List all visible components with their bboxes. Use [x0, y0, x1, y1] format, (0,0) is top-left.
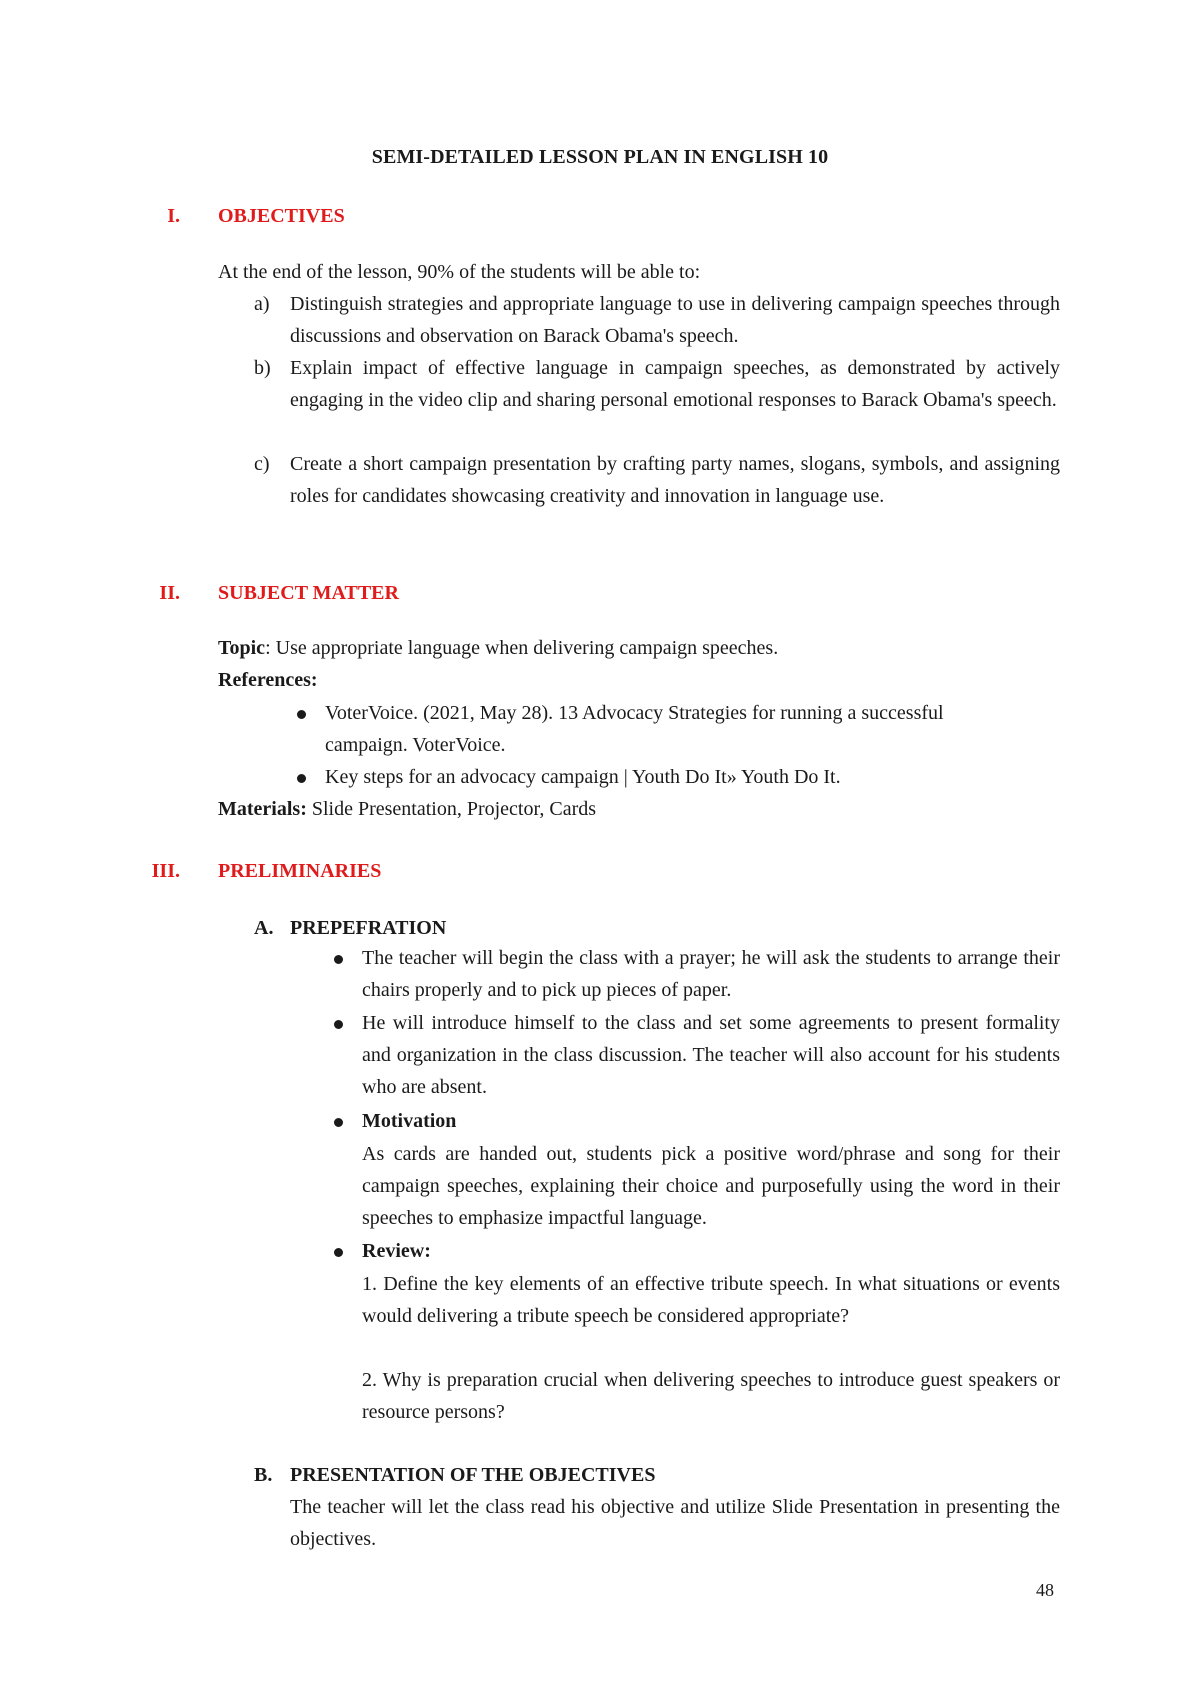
- preparation-item-2: He will introduce himself to the class and set some agreements to present formality and organization in the class discussion. The teacher will also account for his students who are absent.: [362, 1012, 1060, 1098]
- objectives-intro: At the end of the lesson, 90% of the students will be able to:: [218, 261, 701, 283]
- objective-text-b: Explain impact of effective language in campaign speeches, as demonstrated by actively engaging in the video clip and sharing personal emotional responses to Barack Obama's speech.: [290, 357, 1060, 411]
- review-question-2: 2. Why is preparation crucial when delivering speeches to introduce guest speakers or resource persons?: [362, 1369, 1060, 1423]
- subsection-a-marker: A.: [254, 917, 274, 939]
- motivation-text: As cards are handed out, students pick a positive word/phrase and song for their campaign speeches, explaining their choice and purposefully using the word in their speeches to emphasize impactful language.: [362, 1143, 1060, 1229]
- objective-text-c: Create a short campaign presentation by crafting party names, slogans, symbols, and assigning roles for candidates showcasing creativity and innovation in language use.: [290, 453, 1060, 507]
- reference-item-1: VoterVoice. (2021, May 28). 13 Advocacy Strategies for running a successful campaign. VoterVoice.: [325, 702, 944, 756]
- bullet-icon: [334, 1020, 343, 1029]
- references-label: References:: [218, 669, 318, 691]
- document-title: SEMI-DETAILED LESSON PLAN IN ENGLISH 10: [371, 146, 829, 168]
- section-title-preliminaries: PRELIMINARIES: [218, 860, 382, 882]
- subsection-b-marker: B.: [254, 1464, 273, 1486]
- topic-text: : Use appropriate language when delivering campaign speeches.: [265, 637, 779, 659]
- bullet-icon: [334, 955, 343, 964]
- section-title-subject-matter: SUBJECT MATTER: [218, 582, 399, 604]
- reference-item-2: Key steps for an advocacy campaign | Youth Do It» Youth Do It.: [325, 766, 841, 788]
- subsection-a-title: PREPEFRATION: [290, 917, 447, 939]
- section-number-objectives: I.: [167, 205, 180, 227]
- section-number-preliminaries: III.: [151, 860, 180, 882]
- bullet-icon: [334, 1118, 343, 1127]
- review-question-1: 1. Define the key elements of an effective tribute speech. In what situations or events would delivering a tribute speech be considered appropriate?: [362, 1273, 1060, 1327]
- subsection-b-text: The teacher will let the class read his objective and utilize Slide Presentation in presenting the objectives.: [290, 1496, 1060, 1550]
- objective-marker-c: c): [254, 453, 270, 475]
- review-label: Review:: [362, 1240, 431, 1262]
- materials-line: [218, 793, 596, 825]
- topic-line: [218, 632, 778, 664]
- bullet-icon: [297, 774, 306, 783]
- preparation-item-1: The teacher will begin the class with a prayer; he will ask the students to arrange their chairs properly and to pick up pieces of paper.: [362, 947, 1060, 1001]
- page-number: 48: [1036, 1580, 1054, 1600]
- materials-text: Slide Presentation, Projector, Cards: [306, 798, 597, 820]
- topic-label: Topic: [218, 637, 266, 659]
- motivation-label: Motivation: [362, 1110, 457, 1132]
- bullet-icon: [297, 710, 306, 719]
- section-number-subject-matter: II.: [159, 582, 180, 604]
- objective-text-a: Distinguish strategies and appropriate language to use in delivering campaign speeches through discussions and observation on Barack Obama's speech.: [290, 293, 1060, 347]
- section-title-objectives: OBJECTIVES: [218, 205, 345, 227]
- materials-label: Materials:: [218, 798, 307, 820]
- subsection-b-title: PRESENTATION OF THE OBJECTIVES: [290, 1464, 656, 1486]
- bullet-icon: [334, 1248, 343, 1257]
- objective-marker-b: b): [254, 357, 271, 379]
- objective-marker-a: a): [254, 293, 270, 315]
